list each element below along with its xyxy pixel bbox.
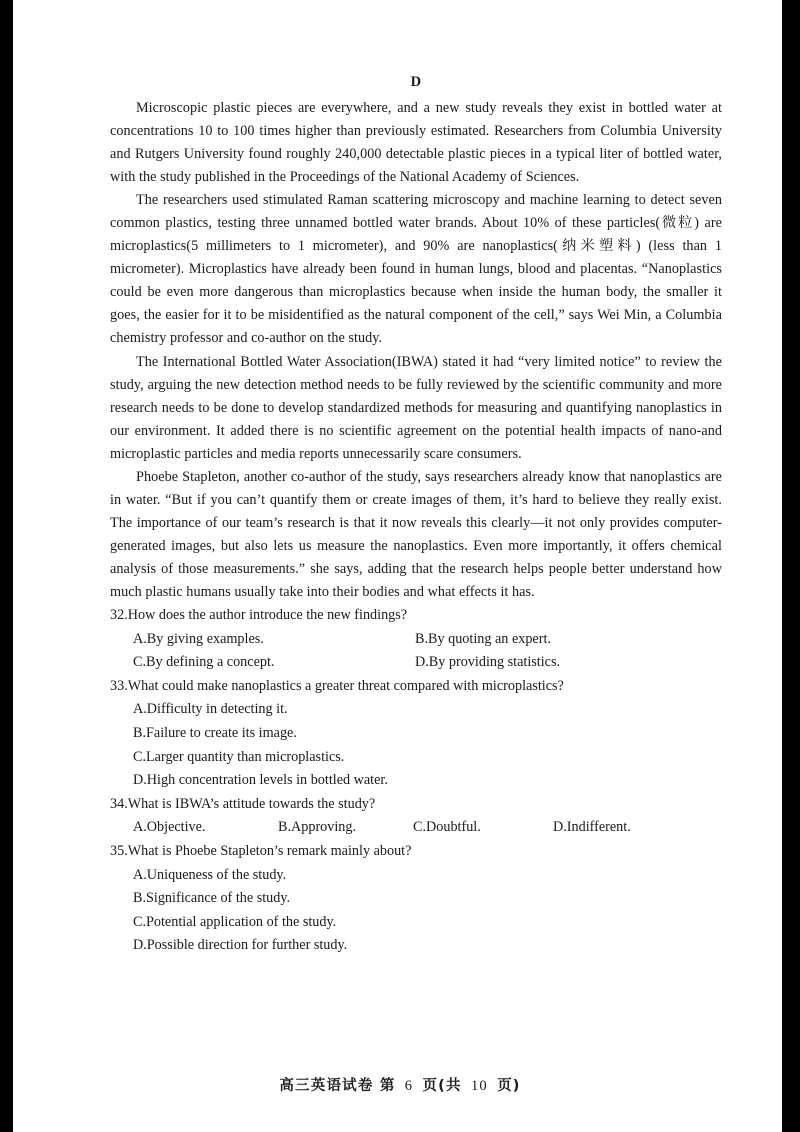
question-34-options [133,816,722,840]
question-35 [110,840,722,958]
question-32-options [110,628,722,675]
question-33-stem: 33.What could make nanoplastics a greater threat compared with microplastics? [110,677,564,694]
question-32-option-d[interactable]: D.By providing statistics. [415,654,561,671]
footer-page-suffix: 页(共 [422,1078,462,1094]
question-34-option-c[interactable]: C.Doubtful. [413,819,481,836]
footer-total-suffix: 页) [497,1078,521,1094]
question-35-option-d[interactable]: D.Possible direction for further study. [133,937,348,954]
question-32-option-row-1 [110,628,722,652]
question-35-option-a[interactable]: A.Uniqueness of the study. [133,866,287,883]
question-33-option-d[interactable]: D.High concentration levels in bottled water. [133,772,388,789]
section-letter-heading: D [410,74,422,90]
scan-edge-right [782,0,800,1132]
question-35-stem: 35.What is Phoebe Stapleton’s remark mainly about? [110,842,412,859]
footer-page-word: 第 [379,1078,396,1094]
passage-paragraph-2: The researchers used stimulated Raman scattering microscopy and machine learning to detect seven common plastics, testing three unnamed bottled water brands. About 10% of these particles(微粒) are microplastics(5 millimeters to 1 micrometer), and 90% are nanoplastics(纳米塑料) (less than 1 micrometer). Microplastics have already been found in human lungs, blood and placentas. “Nanoplastics could be even more dangerous than microplastics because when inside the human body, the smaller it goes, the easier for it to be misidentified as the natural component of the cell,” says Wei Min, a Columbia chemistry professor and co-author on the study. [110,192,722,347]
question-33-option-a[interactable]: A.Difficulty in detecting it. [133,701,288,718]
question-32-option-a[interactable]: A.By giving examples. [133,630,264,647]
passage-paragraph-1: Microscopic plastic pieces are everywhere, and a new study reveals they exist in bottled water at concentrations 10 to 100 times higher than previously estimated. Researchers from Columbia University and Rutgers University found roughly 240,000 detectable plastic pieces in a typical liter of bottled water, with the study published in the Proceedings of the National Academy of Sciences. [110,100,722,186]
question-35-option-b[interactable]: B.Significance of the study. [133,890,291,907]
question-32-stem: 32.How does the author introduce the new findings? [110,607,408,624]
footer-page-number: 6 [404,1078,414,1094]
question-32-option-c[interactable]: C.By defining a concept. [133,654,275,671]
question-34-option-b[interactable]: B.Approving. [278,819,357,836]
question-32-option-b[interactable]: B.By quoting an expert. [415,630,551,647]
question-35-option-c[interactable]: C.Potential application of the study. [133,913,337,930]
question-34 [110,793,722,840]
page-content [110,72,722,958]
page-footer [0,1074,800,1095]
question-33 [110,675,722,793]
footer-total-pages: 10 [470,1078,488,1094]
question-32 [110,604,722,675]
question-33-option-c[interactable]: C.Larger quantity than microplastics. [133,748,345,765]
question-33-option-b[interactable]: B.Failure to create its image. [133,725,297,741]
question-34-stem: 34.What is IBWA’s attitude towards the study? [110,795,376,812]
question-32-option-row-2 [110,651,722,675]
question-33-options [110,698,722,792]
question-34-option-d[interactable]: D.Indifferent. [553,819,631,836]
footer-subject: 高三英语试卷 [279,1078,374,1094]
question-35-options [110,864,722,958]
question-34-option-a[interactable]: A.Objective. [133,819,206,836]
passage-paragraph-3: The International Bottled Water Association(IBWA) stated it had “very limited notice” to review the study, arguing the new detection method needs to be fully reviewed by the scientific community and more research needs to be done to develop standardized methods for measuring and quantifying nanoplastics in our environment. It added there is no scientific agreement on the potential health impacts of nano-and microplastic particles and media reports unnecessarily scare consumers. [110,353,722,462]
scan-edge-left [0,0,13,1132]
passage-paragraph-4: Phoebe Stapleton, another co-author of the study, says researchers already know that nanoplastics are in water. “But if you can’t quantify them or create images of them, it’s hard to believe they really exist. The importance of our team’s research is that it now reveals this clearly—it not only provides computer-generated images, but also lets us measure the nanoplastics. Even more importantly, it offers chemical analysis of those measurements.” she says, adding that the research helps people better understand how much plastic humans usually take into their bodies and what effects it has. [110,468,722,600]
